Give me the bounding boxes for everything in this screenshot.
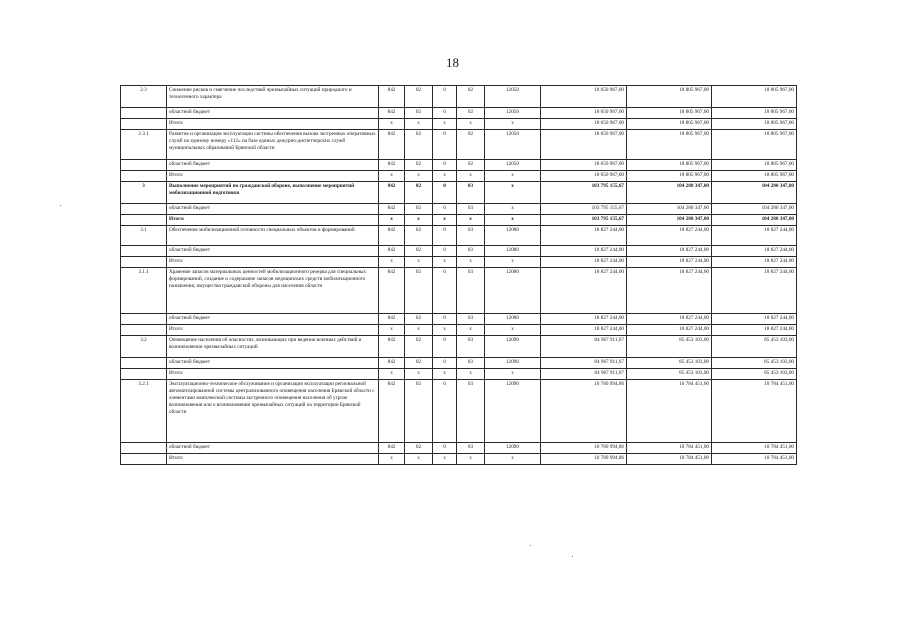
cell-amount-year1: 18 827 244,00 [541, 314, 627, 325]
cell-code-direction: 12080 [485, 226, 541, 246]
cell-amount-year1: 10 780 994,86 [541, 454, 627, 465]
cell-code-subprogram: x [457, 325, 485, 336]
cell-name: областной бюджет [167, 204, 379, 215]
cell-code-grbs: 842 [379, 443, 405, 454]
cell-amount-year1: 18 650 967,00 [541, 160, 627, 171]
table-row [121, 325, 797, 336]
cell-amount-year2: 18 827 244,00 [627, 268, 712, 314]
table-row [121, 314, 797, 325]
cell-amount-year2: 18 805 967,00 [627, 108, 712, 119]
cell-amount-year1: 18 827 244,00 [541, 226, 627, 246]
cell-number: 2.3 [121, 86, 167, 108]
table-row [121, 336, 797, 358]
cell-code-subprogram: x [457, 119, 485, 130]
cell-code-grbs: 842 [379, 336, 405, 358]
cell-code-direction: 12090 [485, 443, 541, 454]
cell-name: Эксплуатационно-техническое обслуживание и организация эксплуатации региональной автоматизированной системы централизованного оповещения населения Брянской области с элементами комплексной системы экстренного оповещения населения об угрозе возникновения или о возникновении чрезвычайных ситуаций на территории Брянской области [167, 380, 379, 443]
cell-amount-year3: 18 827 244,00 [712, 325, 797, 336]
cell-code-grbs: x [379, 369, 405, 380]
cell-code-section: x [405, 171, 433, 182]
cell-code-direction: x [485, 215, 541, 226]
cell-code-grbs: 842 [379, 182, 405, 204]
scan-speck [60, 205, 61, 206]
table-row [121, 369, 797, 380]
cell-amount-year3: 18 827 244,00 [712, 314, 797, 325]
cell-code-program: 0 [433, 204, 457, 215]
cell-code-program: x [433, 171, 457, 182]
cell-amount-year3: 18 827 244,00 [712, 226, 797, 246]
cell-code-direction: 12090 [485, 358, 541, 369]
cell-amount-year2: 18 827 244,00 [627, 226, 712, 246]
cell-number [121, 358, 167, 369]
cell-code-section: 02 [405, 130, 433, 160]
cell-name: Обеспечение мобилизационной готовности специальных объектов и формирований [167, 226, 379, 246]
cell-amount-year2: 18 827 244,00 [627, 325, 712, 336]
table-row [121, 130, 797, 160]
cell-number [121, 369, 167, 380]
cell-code-subprogram: 03 [457, 246, 485, 257]
cell-code-program: 0 [433, 358, 457, 369]
cell-amount-year2: 18 805 967,00 [627, 119, 712, 130]
cell-code-grbs: 842 [379, 160, 405, 171]
cell-code-program: 0 [433, 226, 457, 246]
cell-amount-year2: 104 280 347,00 [627, 182, 712, 204]
cell-number [121, 204, 167, 215]
cell-number [121, 246, 167, 257]
cell-code-grbs: 842 [379, 204, 405, 215]
table-row [121, 257, 797, 268]
cell-amount-year3: 18 805 967,00 [712, 171, 797, 182]
cell-amount-year1: 18 827 244,00 [541, 325, 627, 336]
cell-amount-year2: 104 280 347,00 [627, 215, 712, 226]
cell-amount-year2: 10 784 451,00 [627, 380, 712, 443]
cell-number [121, 257, 167, 268]
cell-amount-year1: 10 780 994,86 [541, 380, 627, 443]
cell-code-direction: 12080 [485, 268, 541, 314]
cell-name: областной бюджет [167, 246, 379, 257]
cell-code-section: 02 [405, 160, 433, 171]
cell-name: областной бюджет [167, 108, 379, 119]
cell-amount-year1: 18 827 244,00 [541, 268, 627, 314]
cell-amount-year2: 18 827 244,00 [627, 314, 712, 325]
cell-number [121, 325, 167, 336]
table-row [121, 380, 797, 443]
cell-amount-year2: 85 453 103,00 [627, 336, 712, 358]
cell-amount-year2: 104 280 347,00 [627, 204, 712, 215]
cell-code-program: 0 [433, 246, 457, 257]
cell-amount-year1: 103 795 155,67 [541, 182, 627, 204]
table-row [121, 171, 797, 182]
cell-amount-year3: 10 784 451,00 [712, 380, 797, 443]
cell-amount-year1: 18 827 244,00 [541, 257, 627, 268]
cell-code-direction: x [485, 204, 541, 215]
table-row [121, 215, 797, 226]
cell-code-program: 0 [433, 160, 457, 171]
cell-name: Итого: [167, 369, 379, 380]
cell-code-direction: x [485, 325, 541, 336]
table-body [121, 86, 797, 465]
cell-amount-year3: 18 827 244,00 [712, 257, 797, 268]
page-number: 18 [446, 55, 459, 70]
cell-amount-year3: 18 805 967,00 [712, 119, 797, 130]
cell-code-program: 0 [433, 86, 457, 108]
cell-number: 3.2.1 [121, 380, 167, 443]
cell-code-grbs: x [379, 454, 405, 465]
cell-code-program: 0 [433, 380, 457, 443]
cell-code-direction: 12050 [485, 86, 541, 108]
cell-amount-year3: 104 280 347,00 [712, 215, 797, 226]
cell-code-direction: x [485, 119, 541, 130]
cell-amount-year2: 85 453 103,00 [627, 358, 712, 369]
cell-code-direction: 12080 [485, 314, 541, 325]
cell-amount-year1: 18 827 244,00 [541, 246, 627, 257]
cell-code-grbs: 842 [379, 108, 405, 119]
cell-code-subprogram: x [457, 215, 485, 226]
cell-name: Итого: [167, 215, 379, 226]
cell-code-grbs: x [379, 171, 405, 182]
cell-code-direction: x [485, 171, 541, 182]
cell-code-program: 0 [433, 130, 457, 160]
cell-code-section: x [405, 325, 433, 336]
table-row [121, 119, 797, 130]
cell-code-section: 02 [405, 204, 433, 215]
table-row [121, 226, 797, 246]
cell-name: Развитие и организация эксплуатации системы обеспечения вызова экстренных оперативных служб по единому номеру «112» на базе единых дежурно-диспетчерских служб муниципальных образований Брянской области [167, 130, 379, 160]
cell-code-direction: x [485, 454, 541, 465]
cell-code-subprogram: 03 [457, 204, 485, 215]
cell-amount-year3: 18 805 967,00 [712, 108, 797, 119]
cell-code-section: 02 [405, 336, 433, 358]
cell-code-subprogram: x [457, 454, 485, 465]
cell-code-subprogram: 03 [457, 226, 485, 246]
cell-code-program: 0 [433, 182, 457, 204]
cell-code-section: 02 [405, 226, 433, 246]
cell-number [121, 215, 167, 226]
cell-code-grbs: 842 [379, 246, 405, 257]
cell-name: Итого: [167, 454, 379, 465]
cell-code-program: 0 [433, 336, 457, 358]
cell-code-grbs: x [379, 215, 405, 226]
cell-amount-year1: 18 650 967,00 [541, 119, 627, 130]
cell-code-grbs: x [379, 119, 405, 130]
scan-speck [530, 545, 531, 546]
cell-amount-year1: 18 650 967,00 [541, 130, 627, 160]
cell-amount-year1: 18 650 967,00 [541, 171, 627, 182]
table-row [121, 443, 797, 454]
cell-amount-year2: 18 827 244,00 [627, 257, 712, 268]
cell-name: Снижение рисков и смягчение последствий чрезвычайных ситуаций природного и техногенного характера [167, 86, 379, 108]
cell-number: 2.3.1 [121, 130, 167, 160]
cell-amount-year3: 10 784 451,00 [712, 454, 797, 465]
cell-amount-year3: 85 453 103,00 [712, 336, 797, 358]
cell-amount-year3: 85 453 103,00 [712, 369, 797, 380]
cell-number [121, 443, 167, 454]
cell-code-section: 02 [405, 108, 433, 119]
cell-name: Итого: [167, 257, 379, 268]
budget-table [120, 85, 797, 465]
cell-amount-year1: 84 967 911,67 [541, 336, 627, 358]
cell-code-section: 02 [405, 443, 433, 454]
cell-code-program: 0 [433, 443, 457, 454]
cell-code-program: 0 [433, 268, 457, 314]
cell-amount-year3: 18 805 967,00 [712, 130, 797, 160]
cell-code-direction: x [485, 182, 541, 204]
cell-amount-year2: 85 453 103,00 [627, 369, 712, 380]
cell-code-section: 02 [405, 268, 433, 314]
cell-code-program: 0 [433, 108, 457, 119]
cell-amount-year2: 18 805 967,00 [627, 160, 712, 171]
cell-code-subprogram: x [457, 171, 485, 182]
cell-code-section: x [405, 215, 433, 226]
cell-number [121, 119, 167, 130]
cell-code-section: x [405, 369, 433, 380]
cell-code-subprogram: 03 [457, 443, 485, 454]
cell-amount-year2: 18 827 244,00 [627, 246, 712, 257]
cell-code-direction: 12080 [485, 246, 541, 257]
cell-code-section: 02 [405, 380, 433, 443]
cell-amount-year2: 18 805 967,00 [627, 86, 712, 108]
cell-amount-year1: 103 795 155,67 [541, 204, 627, 215]
cell-code-subprogram: 02 [457, 86, 485, 108]
table-row [121, 160, 797, 171]
cell-code-program: x [433, 369, 457, 380]
cell-code-direction: 12050 [485, 108, 541, 119]
cell-name: областной бюджет [167, 314, 379, 325]
cell-name: Итого: [167, 119, 379, 130]
cell-code-section: 02 [405, 86, 433, 108]
scan-speck [572, 556, 573, 557]
cell-number [121, 314, 167, 325]
cell-amount-year3: 104 280 347,00 [712, 204, 797, 215]
cell-code-grbs: 842 [379, 268, 405, 314]
cell-name: областной бюджет [167, 358, 379, 369]
cell-amount-year3: 18 805 967,00 [712, 160, 797, 171]
cell-code-grbs: 842 [379, 226, 405, 246]
cell-code-subprogram: 03 [457, 336, 485, 358]
cell-name: Итого: [167, 325, 379, 336]
cell-code-section: 02 [405, 358, 433, 369]
cell-code-section: x [405, 119, 433, 130]
cell-code-subprogram: 03 [457, 268, 485, 314]
cell-code-subprogram: x [457, 369, 485, 380]
cell-amount-year1: 18 650 967,00 [541, 108, 627, 119]
table-row [121, 268, 797, 314]
cell-amount-year1: 103 795 155,67 [541, 215, 627, 226]
cell-amount-year2: 18 805 967,00 [627, 171, 712, 182]
cell-amount-year2: 10 784 451,00 [627, 443, 712, 454]
cell-code-subprogram: 02 [457, 160, 485, 171]
cell-number: 3 [121, 182, 167, 204]
cell-number: 3.1.1 [121, 268, 167, 314]
cell-code-program: x [433, 257, 457, 268]
table-row [121, 454, 797, 465]
cell-name: Выполнение мероприятий по гражданской обороне, выполнение мероприятий мобилизационной подготовки [167, 182, 379, 204]
cell-code-grbs: 842 [379, 130, 405, 160]
cell-amount-year1: 18 650 967,00 [541, 86, 627, 108]
cell-code-direction: x [485, 369, 541, 380]
cell-code-subprogram: 02 [457, 130, 485, 160]
cell-amount-year3: 18 827 244,00 [712, 246, 797, 257]
cell-number [121, 160, 167, 171]
cell-code-direction: x [485, 257, 541, 268]
table-row [121, 204, 797, 215]
cell-amount-year3: 18 805 967,00 [712, 86, 797, 108]
cell-code-section: x [405, 454, 433, 465]
cell-code-subprogram: 03 [457, 182, 485, 204]
cell-amount-year1: 84 967 911,67 [541, 369, 627, 380]
cell-amount-year3: 104 280 347,00 [712, 182, 797, 204]
cell-amount-year1: 10 780 994,86 [541, 443, 627, 454]
cell-name: областной бюджет [167, 160, 379, 171]
cell-code-grbs: 842 [379, 86, 405, 108]
cell-name: Хранение запасов материальных ценностей мобилизационного резерва для специальных формирований, создание и содержание запасов медицинских средств мобилизационного назначения, имущества гражданской обороны для населения области [167, 268, 379, 314]
table-row [121, 108, 797, 119]
table-row [121, 182, 797, 204]
cell-code-direction: 12050 [485, 130, 541, 160]
cell-code-grbs: x [379, 257, 405, 268]
cell-code-section: 02 [405, 314, 433, 325]
cell-code-section: x [405, 257, 433, 268]
cell-amount-year3: 18 827 244,00 [712, 268, 797, 314]
cell-code-grbs: 842 [379, 380, 405, 443]
cell-code-program: x [433, 325, 457, 336]
cell-amount-year2: 18 805 967,00 [627, 130, 712, 160]
cell-code-grbs: 842 [379, 358, 405, 369]
table-row [121, 246, 797, 257]
cell-code-program: x [433, 215, 457, 226]
cell-code-direction: 12050 [485, 160, 541, 171]
cell-code-program: 0 [433, 314, 457, 325]
cell-amount-year3: 10 784 451,00 [712, 443, 797, 454]
cell-code-subprogram: 02 [457, 108, 485, 119]
table-row [121, 86, 797, 108]
cell-amount-year3: 85 453 103,00 [712, 358, 797, 369]
cell-code-grbs: x [379, 325, 405, 336]
cell-code-program: x [433, 454, 457, 465]
cell-code-direction: 12090 [485, 336, 541, 358]
cell-name: областной бюджет [167, 443, 379, 454]
cell-code-direction: 12090 [485, 380, 541, 443]
cell-amount-year1: 84 967 911,67 [541, 358, 627, 369]
cell-code-subprogram: 03 [457, 314, 485, 325]
cell-code-section: 02 [405, 246, 433, 257]
cell-amount-year2: 10 784 451,00 [627, 454, 712, 465]
cell-number [121, 454, 167, 465]
cell-code-program: x [433, 119, 457, 130]
cell-number [121, 108, 167, 119]
cell-code-grbs: 842 [379, 314, 405, 325]
cell-name: Итого: [167, 171, 379, 182]
table-row [121, 358, 797, 369]
cell-code-subprogram: x [457, 257, 485, 268]
cell-number: 3.1 [121, 226, 167, 246]
cell-code-subprogram: 03 [457, 358, 485, 369]
cell-code-section: 02 [405, 182, 433, 204]
cell-code-subprogram: 03 [457, 380, 485, 443]
cell-name: Оповещение населения об опасностях, возникающих при ведении военных действий и возникновении чрезвычайных ситуаций [167, 336, 379, 358]
cell-number [121, 171, 167, 182]
cell-number: 3.2 [121, 336, 167, 358]
